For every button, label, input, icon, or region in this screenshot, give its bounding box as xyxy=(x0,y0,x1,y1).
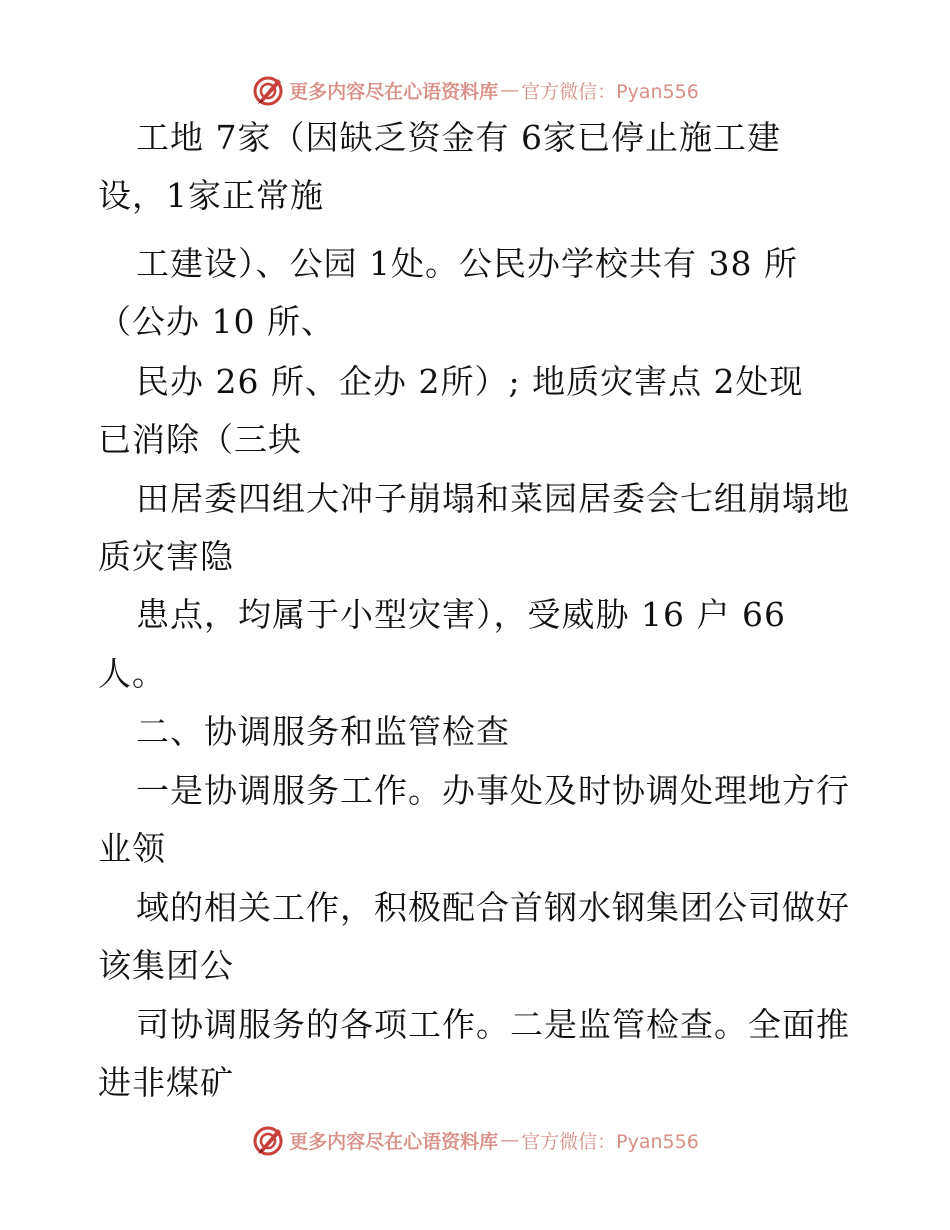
body-line: 一是协调服务工作。办事处及时协调处理地方行 xyxy=(136,771,850,810)
quill-logo-icon xyxy=(251,73,285,107)
body-line: 患点，均属于小型灾害），受威胁 16 户 66 xyxy=(136,595,786,634)
footer-banner xyxy=(0,1120,950,1160)
body-line: 人。 xyxy=(98,654,166,693)
header-wechat-text: 官方微信：Pyan556 xyxy=(521,80,699,103)
body-line: 该集团公 xyxy=(98,946,234,985)
body-line: 民办 26 所、企办 2所）; 地质灾害点 2处现 xyxy=(136,362,804,401)
body-line: 已消除（三块 xyxy=(98,420,302,459)
header-banner xyxy=(0,70,950,110)
body-line: 工建设）、公园 1处。公民办学校共有 38 所 xyxy=(136,244,798,283)
body-line: 域的相关工作，积极配合首钢水钢集团公司做好 xyxy=(136,888,850,927)
body-line: 设，1家正常施 xyxy=(98,176,324,215)
body-line: 田居委四组大冲子崩塌和菜园居委会七组崩塌地 xyxy=(136,479,850,518)
header-banner-text: 更多内容尽在心语资料库 xyxy=(289,80,499,103)
quill-logo-icon xyxy=(251,1123,285,1157)
body-line: （公办 10 所、 xyxy=(98,302,335,341)
body-line: 质灾害隐 xyxy=(98,537,234,576)
section-heading: 二、协调服务和监管检查 xyxy=(136,712,510,751)
footer-wechat-text: 官方微信：Pyan556 xyxy=(521,1130,699,1153)
footer-banner-text: 更多内容尽在心语资料库 xyxy=(289,1130,499,1153)
body-line: 进非煤矿 xyxy=(98,1063,234,1102)
body-line: 业领 xyxy=(98,829,166,868)
header-dash: — xyxy=(500,79,520,101)
body-line: 司协调服务的各项工作。二是监管检查。全面推 xyxy=(136,1005,850,1044)
body-line: 工地 7家（因缺乏资金有 6家已停止施工建 xyxy=(136,118,781,157)
footer-dash: — xyxy=(500,1129,520,1151)
